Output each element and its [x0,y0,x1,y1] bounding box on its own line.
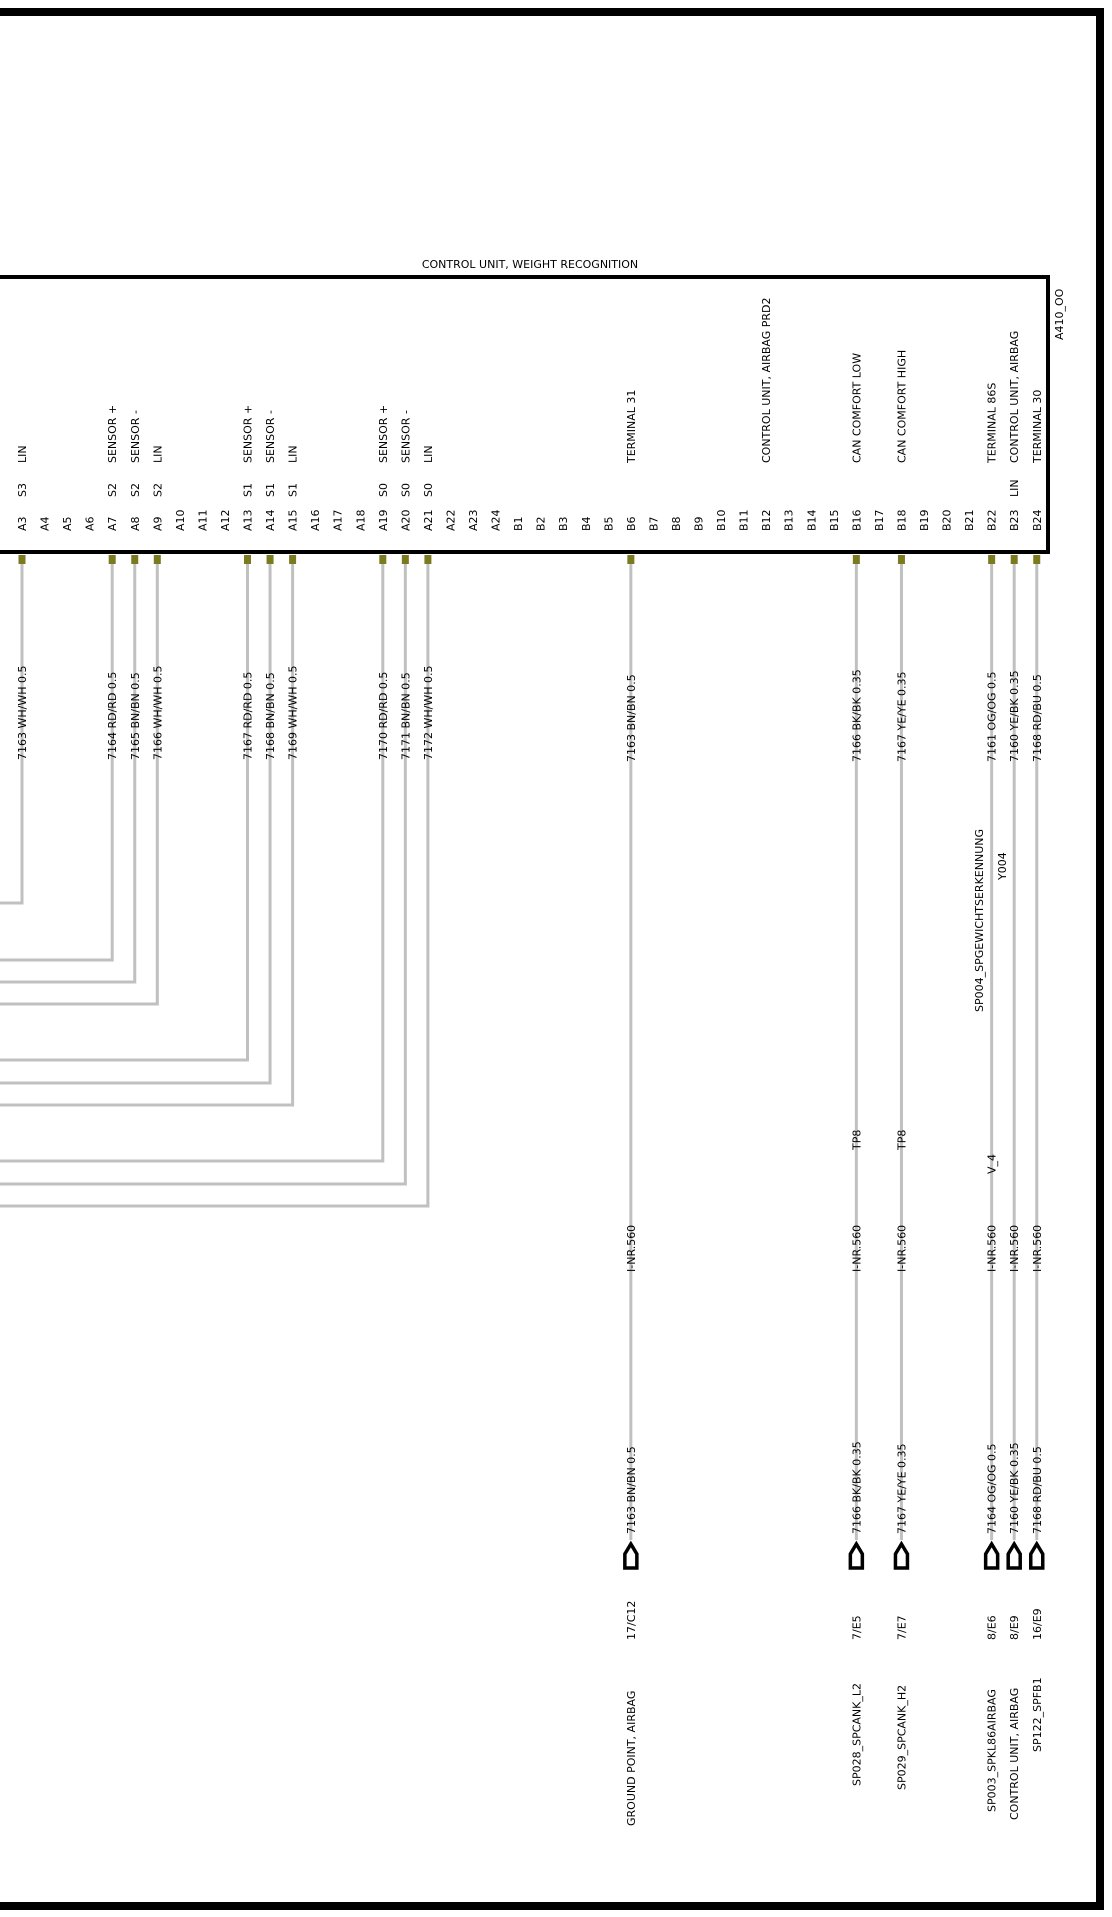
test-point-label: V_4 [985,1153,999,1174]
pin-id-label: A19 [376,509,390,531]
wire-label: 7160 YE/BK 0.35 [1008,670,1022,762]
page-border [0,12,1104,1910]
wire-label: 7165 BN/BN 0.5 [128,672,142,760]
connector-arrow-icon [1008,1544,1020,1568]
pin-function-label: SENSOR - [264,410,278,463]
page-reference-label: 8/E9 [1008,1615,1022,1640]
left-wire-group [0,564,435,1206]
wire-label: 7168 RD/BU 0.5 [1030,674,1044,762]
wire-label: 7161 OG/OG 0.5 [985,671,999,762]
wire-label: 7170 RD/RD 0.5 [376,671,390,760]
pin-id-label: B23 [1008,509,1022,531]
pin-id-label: B18 [895,509,909,531]
pin-marker [424,555,431,564]
pin-marker [19,555,26,564]
destination-label: SP028_SPCANK_L2 [850,1682,864,1786]
pin-function-label: LIN [16,445,29,463]
pin-id-label: B22 [985,509,999,531]
pin-marker [853,555,860,564]
test-point-label: TP8 [895,1129,909,1150]
pin-id-label: B7 [647,516,661,531]
pin-function-label: TERMINAL 31 [624,389,638,463]
pin-subconnector-label: S0 [399,483,413,497]
wire-reference-label: I-NR.560 [850,1224,864,1272]
pin-marker [1011,555,1018,564]
splice-name: SP004_SPGEWICHTSERKENNUNG [973,829,986,1012]
pin-id-label: B16 [850,509,864,531]
pin-id-label: B20 [940,509,954,531]
pin-subconnector-label: S2 [128,483,142,497]
wire-left [0,564,428,1206]
wire-label: 7171 BN/BN 0.5 [399,672,413,760]
wire-label: 7172 WH/WH 0.5 [421,665,435,760]
wire-label: 7163 WH/WH 0.5 [16,665,29,760]
pin-marker [244,555,251,564]
pin-function-label: LIN [421,445,435,463]
wire-left [0,564,112,960]
wire-label: 7168 RD/BU 0.5 [1030,1446,1044,1534]
module-title: CONTROL UNIT, WEIGHT RECOGNITION [421,258,639,271]
pin-subconnector-label: S1 [286,483,300,497]
destination-label: SP122_SPFB1 [1030,1677,1044,1752]
pin-id-label: B19 [918,509,931,531]
pin-function-label: TERMINAL 86S [985,382,999,463]
page-reference-label: 8/E6 [985,1615,999,1640]
connector-arrow-icon [850,1544,862,1568]
wire-left [0,564,135,982]
pin-id-label: A23 [467,509,480,531]
pin-id-label: A5 [61,516,75,531]
wire-reference-label: I-NR.560 [1030,1224,1044,1272]
pin-id-label: A17 [331,509,345,531]
wire-reference-label: I-NR.560 [624,1224,638,1272]
long-wire-group [625,564,1044,1826]
wire-reference-label: I-NR.560 [1008,1224,1022,1272]
pin-function-label: LIN [151,445,165,463]
pin-id-label: B4 [579,516,593,531]
wire-left [0,564,248,1060]
pin-id-label: A6 [83,516,97,531]
pin-id-label: A21 [421,509,435,531]
pin-marker [988,555,995,564]
pin-subconnector-label: LIN [1008,479,1022,497]
pin-function-label: CAN COMFORT LOW [850,352,864,463]
pin-function-label: CAN COMFORT HIGH [895,349,909,463]
pin-id-label: B17 [872,509,886,531]
wire-label: 7168 BN/BN 0.5 [264,672,278,760]
page-reference-label: 17/C12 [624,1600,638,1640]
pin-id-label: A14 [264,509,278,531]
pin-id-label: B1 [512,516,526,531]
pin-id-label: A7 [106,516,120,531]
page-reference-label: 7/E5 [850,1615,864,1640]
pin-function-label: CONTROL UNIT, AIRBAG PRD2 [760,297,774,463]
pin-marker [1033,555,1040,564]
pin-id-label: B3 [557,516,571,531]
wire-label: 7167 YE/YE 0.35 [895,671,909,762]
wire-label: 7164 OG/OG 0.5 [985,1443,999,1534]
pin-id-label: A18 [354,509,368,531]
pin-subconnector-label: S2 [106,483,120,497]
pin-id-label: A11 [196,509,210,531]
wire-left [0,564,383,1161]
pin-id-label: B11 [737,509,751,531]
pin-function-label: LIN [286,445,300,463]
pin-marker-group [19,555,1041,564]
wire-left [0,564,405,1184]
pin-id-label: A24 [489,509,503,531]
pin-function-label: SENSOR - [128,410,142,463]
destination-label: GROUND POINT, AIRBAG [624,1690,638,1826]
pin-marker [131,555,138,564]
pin-id-label: A13 [241,509,255,531]
destination-label: SP003_SPKL86AIRBAG [985,1689,999,1812]
pin-subconnector-label: S0 [421,483,435,497]
wire-label: 7167 RD/RD 0.5 [241,671,255,760]
pin-function-label: SENSOR - [399,410,413,463]
pin-id-label: B15 [827,509,841,531]
page-reference-label: 16/E9 [1030,1608,1044,1640]
wire-label: 7167 YE/YE 0.35 [895,1443,909,1534]
pin-function-label: TERMINAL 30 [1030,389,1044,463]
wire-reference-label: I-NR.560 [985,1224,999,1272]
pin-id-label: A15 [286,509,300,531]
connector-arrow-icon [986,1544,998,1568]
pin-id-label: B13 [782,509,796,531]
pin-marker [627,555,634,564]
pin-id-label: B2 [534,516,548,531]
pin-subconnector-label: S1 [241,483,255,497]
pin-id-label: B10 [715,509,729,531]
wire-label: 7169 WH/WH 0.5 [286,665,300,760]
pin-marker [154,555,161,564]
pin-id-label: A16 [309,509,323,531]
pin-id-label: A8 [128,516,142,531]
pin-label-group [16,297,1044,531]
connector-arrow-icon [1031,1544,1043,1568]
wire-label: 7164 RD/RD 0.5 [106,671,120,760]
pin-marker [402,555,409,564]
pin-marker [267,555,274,564]
pin-subconnector-label: S3 [16,483,29,497]
pin-subconnector-label: S2 [151,483,165,497]
pin-subconnector-label: S0 [376,483,390,497]
pin-id-label: B8 [669,516,683,531]
pin-marker [109,555,116,564]
wire-label: 7160 YE/BK 0.35 [1008,1442,1022,1534]
pin-id-label: A22 [444,509,458,531]
pin-id-label: A10 [173,509,187,531]
page-reference-label: 7/E7 [895,1615,909,1640]
connector-arrow-icon [625,1544,637,1568]
pin-function-label: SENSOR + [376,404,390,463]
wire-label: 7163 BN/BN 0.5 [624,674,638,762]
pin-id-label: A20 [399,509,413,531]
pin-marker [289,555,296,564]
pin-id-label: B12 [760,509,774,531]
pin-function-label: SENSOR + [241,404,255,463]
pin-marker [898,555,905,564]
connector-arrow-icon [895,1544,907,1568]
wire-label: 7163 BN/BN 0.5 [624,1446,638,1534]
wire-label: 7166 WH/WH 0.5 [151,665,165,760]
pin-function-label: SENSOR + [106,404,120,463]
pin-id-label: B9 [692,516,706,531]
wire-reference-label: I-NR.560 [895,1224,909,1272]
pin-id-label: B24 [1030,509,1044,531]
pin-subconnector-label: S1 [264,483,278,497]
pin-id-label: A3 [16,516,29,531]
pin-id-label: A12 [218,509,232,531]
test-point-label: TP8 [850,1129,864,1150]
destination-label: CONTROL UNIT, AIRBAG [1008,1687,1022,1820]
splice-id: Y004 [996,852,1009,880]
destination-label: SP029_SPCANK_H2 [895,1684,909,1790]
wire-label: 7166 BK/BK 0.35 [850,669,864,762]
pin-id-label: A4 [38,516,52,531]
pin-id-label: B21 [963,509,977,531]
pin-id-label: B5 [602,516,616,531]
pin-marker [379,555,386,564]
module-id: A410_OO [1053,288,1066,340]
pin-id-label: B14 [805,509,819,531]
pin-id-label: B6 [624,516,638,531]
pin-function-label: CONTROL UNIT, AIRBAG [1008,330,1022,463]
control-unit-box [0,277,1050,554]
wire-label: 7166 BK/BK 0.35 [850,1441,864,1534]
pin-id-label: A9 [151,516,165,531]
